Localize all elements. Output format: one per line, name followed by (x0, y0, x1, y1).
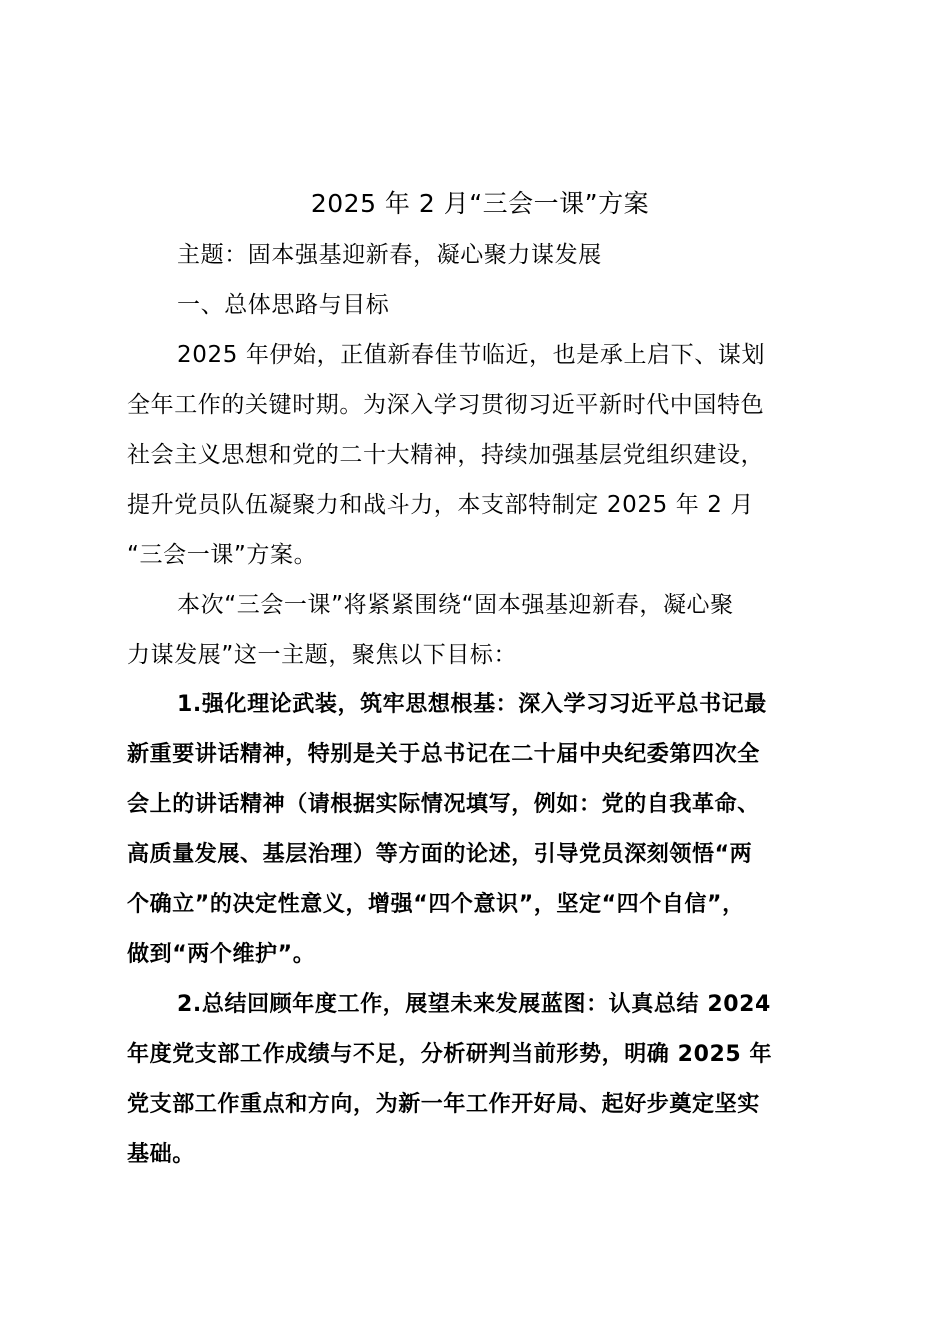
goal-1-block (127, 680, 833, 980)
paragraph-line: 2025 年伊始，正值新春佳节临近，也是承上启下、谋划 (177, 342, 766, 368)
theme-line: 主题：固本强基迎新春，凝心聚力谋发展 (177, 242, 602, 268)
goal-line: 新重要讲话精神，特别是关于总书记在二十届中央纪委第四次全 (127, 742, 760, 767)
goal-line: 年度党支部工作成绩与不足，分析研判当前形势，明确 2025 年 (127, 1042, 773, 1067)
paragraph-line: 本次“三会一课”将紧紧围绕“固本强基迎新春，凝心聚 (177, 592, 734, 618)
paragraph-line: 社会主义思想和党的二十大精神，持续加强基层党组织建设， (127, 442, 765, 468)
paragraph-line: “三会一课”方案。 (127, 542, 318, 568)
goal-line: 高质量发展、基层治理）等方面的论述，引导党员深刻领悟“两 (127, 842, 753, 867)
paragraph-line: 全年工作的关键时期。为深入学习贯彻习近平新时代中国特色 (127, 392, 765, 418)
goal-2-block (127, 980, 833, 1180)
document-title: 2025 年 2 月“三会一课”方案 (310, 189, 650, 218)
goal-line: 做到“两个维护”。 (127, 942, 316, 967)
goal-line: 2.总结回顾年度工作，展望未来发展蓝图：认真总结 2024 (177, 992, 771, 1017)
goal-line: 基础。 (127, 1142, 195, 1167)
goal-line: 1.强化理论武装，筑牢思想根基：深入学习习近平总书记最 (177, 692, 767, 717)
section-heading: 一、总体思路与目标 (177, 292, 390, 318)
goal-line: 党支部工作重点和方向，为新一年工作开好局、起好步奠定坚实 (127, 1092, 760, 1117)
paragraph-line: 提升党员队伍凝聚力和战斗力，本支部特制定 2025 年 2 月 (127, 492, 755, 518)
goal-line: 个确立”的决定性意义，增强“四个意识”，坚定“四个自信”， (127, 892, 745, 917)
paragraph-line: 力谋发展”这一主题，聚焦以下目标： (127, 642, 518, 668)
goal-line: 会上的讲话精神（请根据实际情况填写，例如：党的自我革命、 (127, 792, 760, 817)
document-body (127, 230, 833, 1180)
